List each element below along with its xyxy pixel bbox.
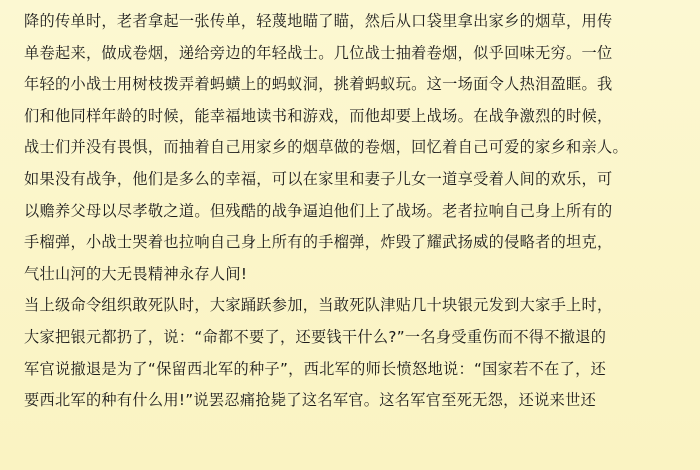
text-line: 单卷起来，做成卷烟，递给旁边的年轻战士。几位战士抽着卷烟，似乎回味无穷。一位 (24, 43, 613, 62)
document-text-body (24, 6, 678, 417)
text-line: 手榴弹，小战士哭着也拉响自己身上所有的手榴弹，炸毁了耀武扬威的侵略者的坦克， (24, 233, 613, 252)
text-line: 军官说撤退是为了“保留西北军的种子”，西北军的师长愤怒地说：“国家若不在了，还 (24, 359, 607, 378)
text-line: 如果没有战争，他们是多么的幸福，可以在家里和妻子儿女一道享受着人间的欢乐，可 (24, 169, 613, 188)
text-line: 以赡养父母以尽孝敬之道。但残酷的战争逼迫他们上了战场。老者拉响自己身上所有的 (24, 201, 613, 220)
paragraph-2 (24, 290, 678, 416)
text-line: 年轻的小战士用树枝拨弄着蚂蟥上的蚂蚁洞，挑着蚂蚁玩。这一场面令人热泪盈眶。我 (24, 75, 613, 94)
text-line: 大家把银元都扔了，说：“命都不要了，还要钱干什么?”一名身受重伤而不得不撤退的 (24, 327, 607, 346)
text-line: 要西北军的种有什么用!”说罢忍痛抢毙了这名军官。这名军官至死无怨，还说来世还 (24, 391, 597, 410)
text-line: 气壮山河的大无畏精神永存人间! (24, 264, 248, 283)
text-line: 降的传单时，老者拿起一张传单，轻蔑地瞄了瞄，然后从口袋里拿出家乡的烟草，用传 (24, 12, 613, 30)
text-line: 当上级命令组织敢死队时，大家踊跃参加，当敢死队津贴几十块银元发到大家手上时， (24, 296, 613, 315)
text-line: 们和他同样年龄的时候，能幸福地读书和游戏，而他却要上战场。在战争激烈的时候， (24, 106, 613, 125)
paragraph-1 (24, 6, 678, 290)
text-line: 战士们并没有畏惧，而抽着自己用家乡的烟草做的卷烟，回忆着自己可爱的家乡和亲人。 (24, 138, 629, 157)
